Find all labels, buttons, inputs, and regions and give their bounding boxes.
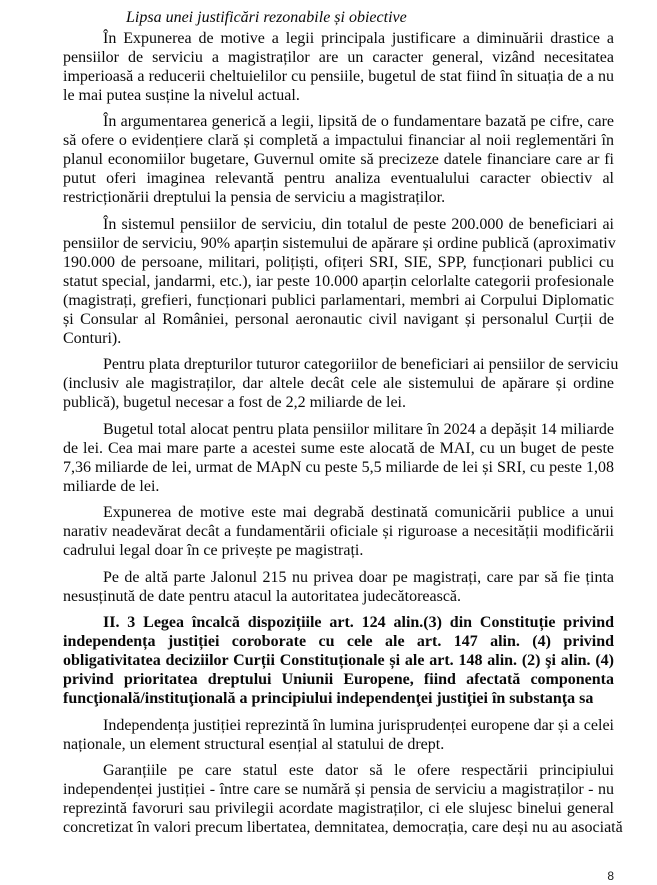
- text-line: Bugetul total alocat pentru plata pensiilor militare în 2024 a depășit 14 miliarde: [103, 420, 614, 438]
- text-line: 190.000 de persoane, militari, polițiști, ofițeri SRI, SIE, SPP, funcționari publici cu: [63, 253, 614, 271]
- page-number: 8: [607, 869, 614, 883]
- text-line: Expunerea de motive este mai degrabă destinată comunicării publice a unui: [103, 504, 614, 521]
- text-line: reprezintă favoruri sau privilegii acordate magistraților, ci ele slujesc binelui general: [63, 800, 614, 817]
- text-line: 7,36 miliarde de lei, urmat de MApN cu peste 5,5 miliarde de lei și SRI, cu peste 1,08: [63, 458, 614, 476]
- paragraph-guarantees: [63, 761, 623, 837]
- page-body: [63, 8, 623, 845]
- section-heading: [63, 613, 614, 708]
- text-line: Independența justiției reprezintă în lumina jurisprudenței europene dar și a celei: [103, 716, 614, 734]
- text-line: nesusținută de date pentru atacul la autoritatea judecătorească.: [63, 587, 462, 605]
- text-line: În Expunerea de motive a legii principala justificare a diminuării drastice a: [103, 29, 614, 47]
- paragraph-generic-argument: [63, 112, 614, 207]
- text-line: planul economiilor bugetare, Guvernul omite să precizeze datele financiare care ar fi: [63, 151, 614, 168]
- text-line: În argumentarea generică a legii, lipsită de o fundamentare bazată pe cifre, care: [103, 113, 614, 130]
- text-line: narativ neadevărat decât a fundamentării oficiale și riguroase a necesității modificării: [63, 523, 614, 540]
- text-line: În sistemul pensiilor de serviciu, din totalul de peste 200.000 de beneficiari ai: [103, 215, 614, 233]
- heading-line: privind prioritatea dreptului Uniunii Europene, fiind afectată componenta: [63, 671, 614, 688]
- text-line: și Consular al României, personal aeronautic civil navigant și personalul Curții de: [63, 310, 614, 328]
- text-line: pensiilor de serviciu, 90% aparțin sistemului de apărare și ordine publică (aproximativ: [63, 234, 616, 252]
- paragraph-judicial-independence: [63, 716, 614, 754]
- paragraph-beneficiaries: [63, 215, 614, 348]
- text-line: putut oferi imaginea relevantă pentru analiza eventualului caracter obiectiv al: [63, 170, 614, 187]
- paragraph-budget-needed: [63, 355, 619, 412]
- text-line: publică), bugetul necesar a fost de 2,2 miliarde de lei.: [63, 394, 406, 411]
- text-line: Conturi).: [63, 329, 122, 347]
- heading-line: independența justiției coroborate cu cele ale art. 147 alin. (4) privind: [63, 633, 614, 650]
- text-line: să ofere o evidențiere clară și completă a impactului financiar al noii reglementări în: [63, 132, 614, 149]
- text-line: cadrului legal doar în ce privește pe magistrați.: [63, 542, 364, 559]
- text-line: (inclusiv ale magistraților, dar altele decât cele ale sistemului de apărare și ordine: [63, 375, 614, 392]
- text-line: naționale, un element structural esențial al statului de drept.: [63, 735, 445, 753]
- heading-line: II. 3 Legea încalcă dispozițiile art. 124 alin.(3) din Constituție privind: [103, 614, 614, 631]
- text-line: concretizat în valori precum libertatea, demnitatea, democrația, care deși nu au asociată: [63, 819, 623, 836]
- text-line: de lei. Cea mai mare parte a acestei sume este alocată de MAI, cu un buget de peste: [63, 439, 614, 457]
- text-line: restricționării dreptului la pensia de serviciu a magistraților.: [63, 189, 446, 206]
- paragraph-public-narrative: [63, 503, 614, 560]
- text-line: statut special, jandarmi, etc.), iar peste 10.000 aparțin celorlalte categorii profesionale: [63, 272, 614, 290]
- text-line: Pe de altă parte Jalonul 215 nu privea doar pe magistrați, care par să fie ținta: [103, 568, 614, 586]
- paragraph-milestone-215: [63, 568, 614, 606]
- text-line: pensiilor de serviciu a magistraților are un caracter general, vizând necesitatea: [63, 48, 614, 66]
- text-line: Garanțiile pe care statul este dator să le ofere respectării principiului: [103, 762, 614, 779]
- heading-line: obligativitatea deciziilor Curții Constituționale și ale art. 148 alin. (2) şi alin. (4): [63, 652, 614, 669]
- text-line: Pentru plata drepturilor tuturor categoriilor de beneficiari ai pensiilor de serviciu: [103, 356, 619, 373]
- paragraph-military-pensions: [63, 420, 614, 496]
- subsection-title: Lipsa unei justificări rezonabile și obiective: [126, 8, 407, 26]
- text-line: (magistrați, grefieri, funcționari publici parlamentari, membri ai Corpului Diplomatic: [63, 291, 614, 309]
- text-line: miliarde de lei.: [63, 477, 160, 495]
- text-line: imperioasă a reducerii cheltuielilor cu pensiile, bugetul de stat fiind în situația de a nu: [63, 67, 614, 85]
- text-line: independenței justiției - între care se numără și pensia de serviciu a magistraților - nu: [63, 781, 614, 798]
- heading-line: funcţională/instituţională a principiului independenţei justiţiei în substanţa sa: [63, 690, 594, 707]
- paragraph-motive-justification: [63, 29, 614, 105]
- text-line: le mai putea susține la nivelul actual.: [63, 86, 300, 104]
